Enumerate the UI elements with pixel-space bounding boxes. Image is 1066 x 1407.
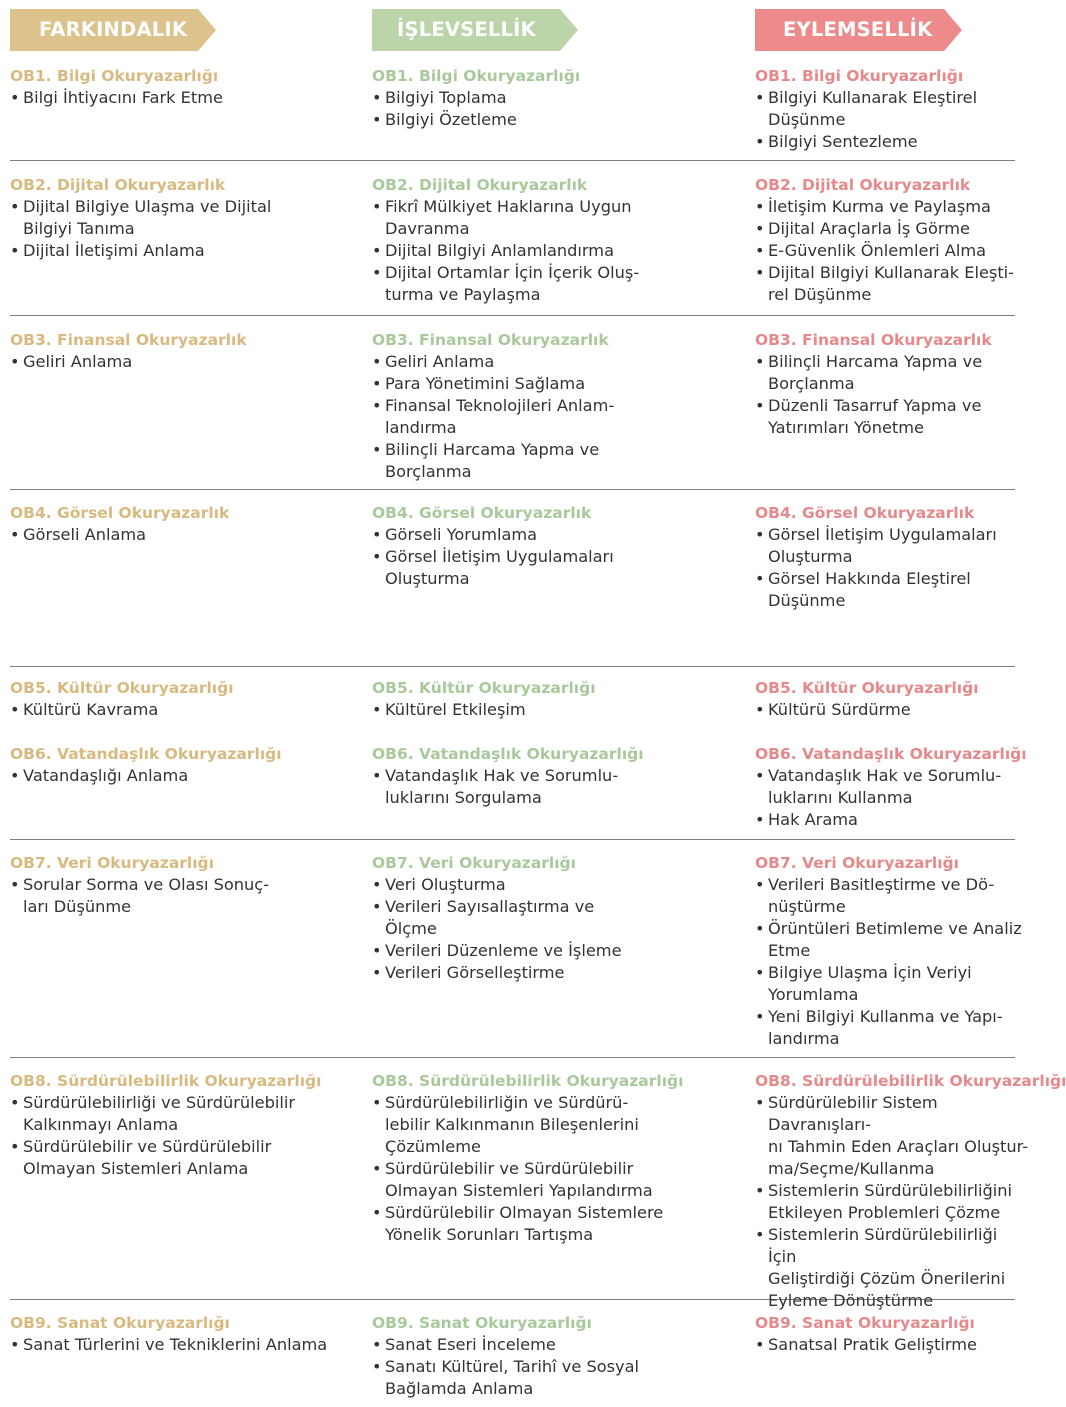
outcome-item: • Para Yönetimini Sağlama [372,373,747,395]
outcome-item: • Dijital Bilgiyi Kullanarak Eleşti- rel Düşünme [755,262,1030,306]
outcome-list [10,874,360,918]
outcome-item: • Geliri Anlama [372,351,747,373]
cell-islevsellik-ob3 [372,329,747,483]
outcome-title: OB3. Finansal Okuryazarlık [755,331,992,349]
outcome-title: OB6. Vatandaşlık Okuryazarlığı [755,745,1027,763]
outcome-item: • Sanatsal Pratik Geliştirme [755,1334,1030,1356]
outcome-title: OB6. Vatandaşlık Okuryazarlığı [372,745,644,763]
cell-eylemsellik-ob3 [755,329,1030,439]
cell-eylemsellik-ob4 [755,502,1030,612]
outcome-item: • Kültürü Kavrama [10,699,360,721]
outcome-title: OB4. Görsel Okuryazarlık [10,504,230,522]
cell-islevsellik-ob4 [372,502,747,590]
outcome-item: • Bilinçli Harcama Yapma ve Borçlanma [372,439,747,483]
outcome-title: OB9. Sanat Okuryazarlığı [755,1314,975,1332]
outcome-item: • Yeni Bilgiyi Kullanma ve Yapı- landırma [755,1006,1030,1050]
outcome-item: • Sürdürülebilirliğin ve Sürdürü- lebilir Kalkınmanın Bileşenlerini Çözümleme [372,1092,747,1158]
outcome-title: OB3. Finansal Okuryazarlık [372,331,609,349]
outcome-item: • Verileri Görselleştirme [372,962,747,984]
header-islevsellik [372,9,578,51]
outcome-item: • Sanat Eseri İnceleme [372,1334,747,1356]
outcome-list [372,765,747,809]
header-eylemsellik-label: EYLEMSELLİK [783,18,933,41]
outcome-item: • Kültürel Etkileşim [372,699,747,721]
outcome-list [10,699,360,721]
row-divider [10,1057,1015,1058]
cell-farkindalik-ob6 [10,743,360,787]
outcome-item: • Sürdürülebilirliği ve Sürdürülebilir Kalkınmayı Anlama [10,1092,360,1136]
outcome-item: • Sanatı Kültürel, Tarihî ve Sosyal Bağlamda Anlama [372,1356,747,1400]
outcome-list [755,765,1030,831]
outcome-item: • Sistemlerin Sürdürülebilirliği İçin Geliştirdiği Çözüm Önerilerini Eyleme Dönüştürme [755,1224,1030,1312]
outcome-item: • Bilinçli Harcama Yapma ve Borçlanma [755,351,1030,395]
outcome-list [755,87,1030,153]
outcome-item: • Verileri Basitleştirme ve Dö- nüştürme [755,874,1030,918]
outcome-list [755,1092,1030,1312]
cell-farkindalik-ob3 [10,329,360,373]
outcome-list [10,351,360,373]
cell-eylemsellik-ob8 [755,1070,1066,1312]
outcome-title: OB7. Veri Okuryazarlığı [755,854,959,872]
outcome-title: OB8. Sürdürülebilirlik Okuryazarlığı [372,1072,684,1090]
outcome-list [372,87,747,131]
outcome-item: • Görsel İletişim Uygulamaları Oluşturma [372,546,747,590]
cell-islevsellik-ob1 [372,65,747,131]
outcome-title: OB1. Bilgi Okuryazarlığı [755,67,964,85]
outcome-item: • Dijital İletişimi Anlama [10,240,360,262]
outcome-item: • Bilgiyi Kullanarak Eleştirel Düşünme [755,87,1030,131]
outcome-list [372,351,747,483]
outcome-list [10,524,360,546]
outcome-title: OB2. Dijital Okuryazarlık [755,176,971,194]
outcome-item: • Örüntüleri Betimleme ve Analiz Etme [755,918,1030,962]
outcome-title: OB9. Sanat Okuryazarlığı [10,1314,230,1332]
cell-islevsellik-ob6 [372,743,747,809]
outcome-item: • Bilgiye Ulaşma İçin Veriyi Yorumlama [755,962,1030,1006]
header-farkindalik-label: FARKINDALIK [39,18,188,41]
outcome-item: • Fikrî Mülkiyet Haklarına Uygun Davranma [372,196,747,240]
outcome-title: OB7. Veri Okuryazarlığı [372,854,576,872]
header-eylemsellik [755,9,962,51]
cell-eylemsellik-ob5 [755,677,1030,721]
header-farkindalik [10,9,216,51]
outcome-item: • Hak Arama [755,809,1030,831]
row-divider [10,839,1015,840]
outcome-item: • Dijital Araçlarla İş Görme [755,218,1030,240]
outcome-item: • Sürdürülebilir Olmayan Sistemlere Yönelik Sorunları Tartışma [372,1202,747,1246]
outcome-item: • E-Güvenlik Önlemleri Alma [755,240,1030,262]
outcome-list [755,351,1030,439]
outcome-item: • Verileri Düzenleme ve İşleme [372,940,747,962]
outcome-list [372,196,747,306]
cell-islevsellik-ob2 [372,174,747,306]
row-divider [10,666,1015,667]
outcome-list [372,699,747,721]
outcome-item: • Vatandaşlığı Anlama [10,765,360,787]
cell-farkindalik-ob2 [10,174,360,262]
cell-islevsellik-ob7 [372,852,747,984]
outcome-title: OB9. Sanat Okuryazarlığı [372,1314,592,1332]
cell-eylemsellik-ob6 [755,743,1030,831]
outcome-item: • Sürdürülebilir ve Sürdürülebilir Olmayan Sistemleri Yapılandırma [372,1158,747,1202]
outcome-item: • Sanat Türlerini ve Tekniklerini Anlama [10,1334,360,1356]
outcome-item: • Sürdürülebilir ve Sürdürülebilir Olmayan Sistemleri Anlama [10,1136,360,1180]
outcome-item: • Görsel İletişim Uygulamaları Oluşturma [755,524,1030,568]
cell-farkindalik-ob9 [10,1312,360,1356]
outcome-title: OB7. Veri Okuryazarlığı [10,854,214,872]
outcome-list [372,1092,747,1246]
outcome-list [372,1334,747,1400]
outcome-item: • Görseli Anlama [10,524,360,546]
outcome-title: OB6. Vatandaşlık Okuryazarlığı [10,745,282,763]
outcome-item: • Finansal Teknolojileri Anlam- landırma [372,395,747,439]
cell-farkindalik-ob1 [10,65,360,109]
outcome-list [372,524,747,590]
cell-islevsellik-ob9 [372,1312,747,1400]
outcome-title: OB2. Dijital Okuryazarlık [372,176,588,194]
outcome-title: OB1. Bilgi Okuryazarlığı [10,67,219,85]
outcome-item: • Vatandaşlık Hak ve Sorumlu- luklarını Sorgulama [372,765,747,809]
cell-islevsellik-ob5 [372,677,747,721]
outcome-item: • Kültürü Sürdürme [755,699,1030,721]
outcome-list [755,1334,1030,1356]
cell-eylemsellik-ob2 [755,174,1030,306]
cell-farkindalik-ob8 [10,1070,360,1180]
outcome-item: • İletişim Kurma ve Paylaşma [755,196,1030,218]
outcome-title: OB4. Görsel Okuryazarlık [372,504,592,522]
outcome-list [755,699,1030,721]
outcome-list [10,196,360,262]
outcome-title: OB3. Finansal Okuryazarlık [10,331,247,349]
outcome-title: OB8. Sürdürülebilirlik Okuryazarlığı [10,1072,322,1090]
outcome-list [755,874,1030,1050]
row-divider [10,160,1015,161]
outcome-item: • Vatandaşlık Hak ve Sorumlu- luklarını Kullanma [755,765,1030,809]
cell-farkindalik-ob7 [10,852,360,918]
outcome-item: • Verileri Sayısallaştırma ve Ölçme [372,896,747,940]
cell-farkindalik-ob5 [10,677,360,721]
outcome-item: • Dijital Ortamlar İçin İçerik Oluş- turma ve Paylaşma [372,262,747,306]
outcome-title: OB5. Kültür Okuryazarlığı [10,679,234,697]
outcome-item: • Bilgiyi Sentezleme [755,131,1030,153]
outcome-item: • Görseli Yorumlama [372,524,747,546]
outcome-item: • Sorular Sorma ve Olası Sonuç- ları Düşünme [10,874,360,918]
outcome-title: OB1. Bilgi Okuryazarlığı [372,67,581,85]
outcome-title: OB5. Kültür Okuryazarlığı [755,679,979,697]
outcome-item: • Dijital Bilgiye Ulaşma ve Dijital Bilgiyi Tanıma [10,196,360,240]
outcome-title: OB4. Görsel Okuryazarlık [755,504,975,522]
outcome-item: • Sürdürülebilir Sistem Davranışları- nı Tahmin Eden Araçları Oluştur- ma/Seçme/Kullanma [755,1092,1030,1180]
outcome-item: • Bilgi İhtiyacını Fark Etme [10,87,360,109]
outcome-item: • Görsel Hakkında Eleştirel Düşünme [755,568,1030,612]
row-divider [10,489,1015,490]
cell-farkindalik-ob4 [10,502,360,546]
outcome-item: • Düzenli Tasarruf Yapma ve Yatırımları Yönetme [755,395,1030,439]
outcome-title: OB2. Dijital Okuryazarlık [10,176,226,194]
outcome-item: • Veri Oluşturma [372,874,747,896]
outcome-item: • Bilgiyi Toplama [372,87,747,109]
outcome-list [755,524,1030,612]
outcome-list [372,874,747,984]
cell-islevsellik-ob8 [372,1070,747,1246]
outcome-item: • Dijital Bilgiyi Anlamlandırma [372,240,747,262]
outcome-title: OB8. Sürdürülebilirlik Okuryazarlığı [755,1072,1066,1090]
header-islevsellik-label: İŞLEVSELLİK [397,18,536,41]
outcome-item: • Geliri Anlama [10,351,360,373]
row-divider [10,315,1015,316]
cell-eylemsellik-ob9 [755,1312,1030,1356]
outcome-list [10,1092,360,1180]
outcome-item: • Bilgiyi Özetleme [372,109,747,131]
outcome-title: OB5. Kültür Okuryazarlığı [372,679,596,697]
cell-eylemsellik-ob7 [755,852,1030,1050]
outcome-list [755,196,1030,306]
outcome-list [10,87,360,109]
outcome-item: • Sistemlerin Sürdürülebilirliğini Etkileyen Problemleri Çözme [755,1180,1030,1224]
cell-eylemsellik-ob1 [755,65,1030,153]
outcome-list [10,765,360,787]
outcome-list [10,1334,360,1356]
